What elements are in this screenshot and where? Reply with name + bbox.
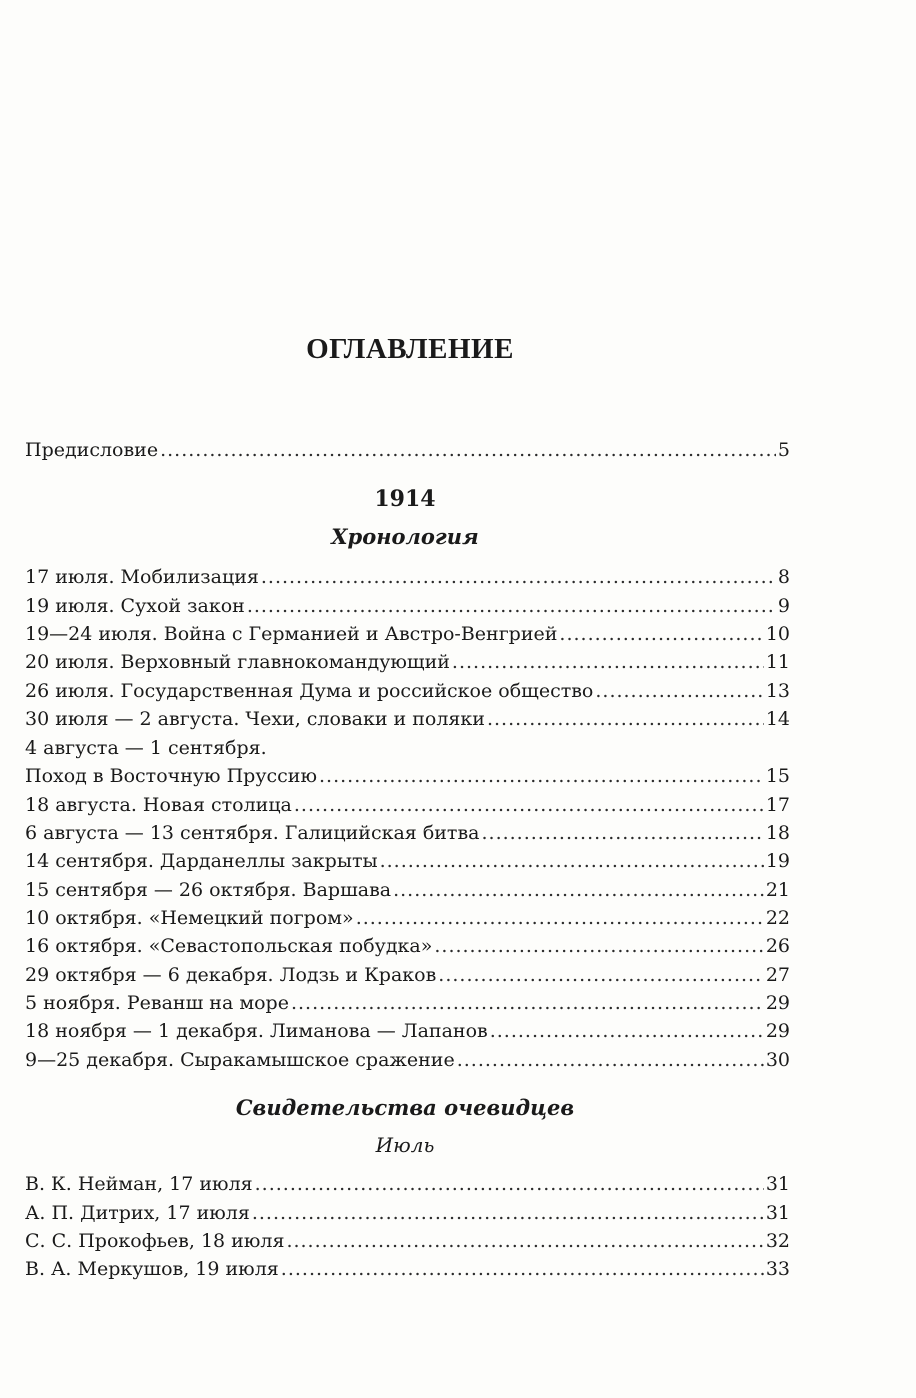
toc-entry-label: В. К. Нейман, 17 июля bbox=[25, 1173, 253, 1195]
toc-page-number: 13 bbox=[765, 680, 790, 702]
toc-page-number: 22 bbox=[765, 907, 790, 929]
dot-leader bbox=[281, 1255, 764, 1284]
month-heading: Июль bbox=[375, 1133, 435, 1157]
toc-page-number: 32 bbox=[765, 1230, 790, 1252]
toc-page-number: 9 bbox=[777, 595, 790, 617]
toc-entry-label: 6 августа — 13 сентября. Галицийская битва bbox=[25, 822, 480, 844]
toc-page-number: 18 bbox=[765, 822, 790, 844]
dot-leader bbox=[261, 563, 776, 592]
toc-entry-label: 18 ноября — 1 декабря. Лиманова — Лапанов bbox=[25, 1020, 488, 1042]
dot-leader bbox=[434, 932, 763, 961]
toc-page-number: 26 bbox=[765, 935, 790, 957]
toc-entry bbox=[25, 648, 790, 677]
toc-entry bbox=[25, 677, 790, 706]
toc-entry bbox=[25, 563, 790, 592]
toc-entry-label: 18 августа. Новая столица bbox=[25, 794, 292, 816]
dot-leader bbox=[294, 791, 764, 820]
toc-entry-label: 26 июля. Государственная Дума и российское общество bbox=[25, 680, 594, 702]
toc-entry-label: 17 июля. Мобилизация bbox=[25, 566, 259, 588]
toc-page-number: 29 bbox=[765, 992, 790, 1014]
toc-page-number: 29 bbox=[765, 1020, 790, 1042]
dot-leader bbox=[291, 989, 764, 1018]
toc-entry bbox=[25, 1046, 790, 1075]
toc-entry-label: А. П. Дитрих, 17 июля bbox=[25, 1202, 250, 1224]
toc-entry-first-line: 4 августа — 1 сентября. bbox=[25, 737, 267, 759]
toc-entry-label: В. А. Меркушов, 19 июля bbox=[25, 1258, 279, 1280]
toc-page-number: 33 bbox=[765, 1258, 790, 1280]
dot-leader bbox=[252, 1199, 764, 1228]
toc-page-number: 19 bbox=[765, 850, 790, 872]
toc-entry bbox=[25, 932, 790, 961]
toc-page-number: 10 bbox=[765, 623, 790, 645]
dot-leader bbox=[356, 904, 764, 933]
dot-leader bbox=[487, 705, 764, 734]
toc-entry-label: 30 июля — 2 августа. Чехи, словаки и поляки bbox=[25, 708, 485, 730]
toc-entry-label: 10 октября. «Немецкий погром» bbox=[25, 907, 354, 929]
toc-entry-label: 14 сентября. Дарданеллы закрыты bbox=[25, 850, 378, 872]
dot-leader bbox=[160, 436, 776, 465]
toc-page-number: 31 bbox=[765, 1202, 790, 1224]
toc-entry bbox=[25, 791, 790, 820]
dot-leader bbox=[319, 762, 764, 791]
toc-entry-label: Предисловие bbox=[25, 439, 159, 461]
toc-entry-label: 16 октября. «Севастопольская побудка» bbox=[25, 935, 433, 957]
toc-entry bbox=[25, 876, 790, 905]
toc-entry bbox=[25, 904, 790, 933]
toc-page-number: 15 bbox=[765, 765, 790, 787]
dot-leader bbox=[255, 1170, 764, 1199]
toc-entry-label: 15 сентября — 26 октября. Варшава bbox=[25, 879, 392, 901]
dot-leader bbox=[286, 1227, 763, 1256]
year-heading: 1914 bbox=[374, 486, 436, 512]
toc-page-number: 5 bbox=[777, 439, 790, 461]
toc-entry bbox=[25, 847, 790, 876]
dot-leader bbox=[490, 1017, 764, 1046]
toc-entry bbox=[25, 1170, 790, 1199]
toc-page-number: 27 bbox=[765, 964, 790, 986]
toc-entry bbox=[25, 705, 790, 734]
toc-entry bbox=[25, 819, 790, 848]
toc-entry bbox=[25, 1199, 790, 1228]
toc-page-number: 17 bbox=[765, 794, 790, 816]
toc-entry bbox=[25, 620, 790, 649]
toc-entry-label: 20 июля. Верховный главнокомандующий bbox=[25, 651, 450, 673]
toc-entry bbox=[25, 1255, 790, 1284]
toc-entry bbox=[25, 961, 790, 990]
dot-leader bbox=[393, 876, 764, 905]
toc-entry-label: 5 ноября. Реванш на море bbox=[25, 992, 289, 1014]
toc-entry-preface bbox=[25, 436, 790, 465]
toc-entry bbox=[25, 762, 790, 791]
toc-page-number: 30 bbox=[765, 1049, 790, 1071]
dot-leader bbox=[438, 961, 764, 990]
page-title: ОГЛАВЛЕНИЕ bbox=[306, 333, 514, 365]
toc-entry-label: С. С. Прокофьев, 18 июля bbox=[25, 1230, 285, 1252]
toc-entry-label: 19—24 июля. Война с Германией и Австро-Венгрией bbox=[25, 623, 558, 645]
dot-leader bbox=[452, 648, 764, 677]
dot-leader bbox=[559, 620, 763, 649]
toc-entry bbox=[25, 1017, 790, 1046]
witnesses-heading: Свидетельства очевидцев bbox=[235, 1095, 575, 1120]
dot-leader bbox=[595, 677, 763, 706]
toc-entry bbox=[25, 1227, 790, 1256]
toc-page-number: 21 bbox=[765, 879, 790, 901]
toc-entry-label: 9—25 декабря. Сыракамышское сражение bbox=[25, 1049, 455, 1071]
chronology-heading: Хронология bbox=[331, 524, 479, 549]
toc-page-number: 31 bbox=[765, 1173, 790, 1195]
toc-entry-label: 19 июля. Сухой закон bbox=[25, 595, 245, 617]
dot-leader bbox=[457, 1046, 764, 1075]
toc-entry bbox=[25, 592, 790, 621]
dot-leader bbox=[247, 592, 776, 621]
dot-leader bbox=[481, 819, 763, 848]
toc-page-number: 11 bbox=[765, 651, 790, 673]
toc-page-number: 14 bbox=[765, 708, 790, 730]
toc-entry bbox=[25, 989, 790, 1018]
toc-page-number: 8 bbox=[777, 566, 790, 588]
toc-entry-label: Поход в Восточную Пруссию bbox=[25, 765, 318, 787]
dot-leader bbox=[380, 847, 764, 876]
toc-entry-label: 29 октября — 6 декабря. Лодзь и Краков bbox=[25, 964, 437, 986]
